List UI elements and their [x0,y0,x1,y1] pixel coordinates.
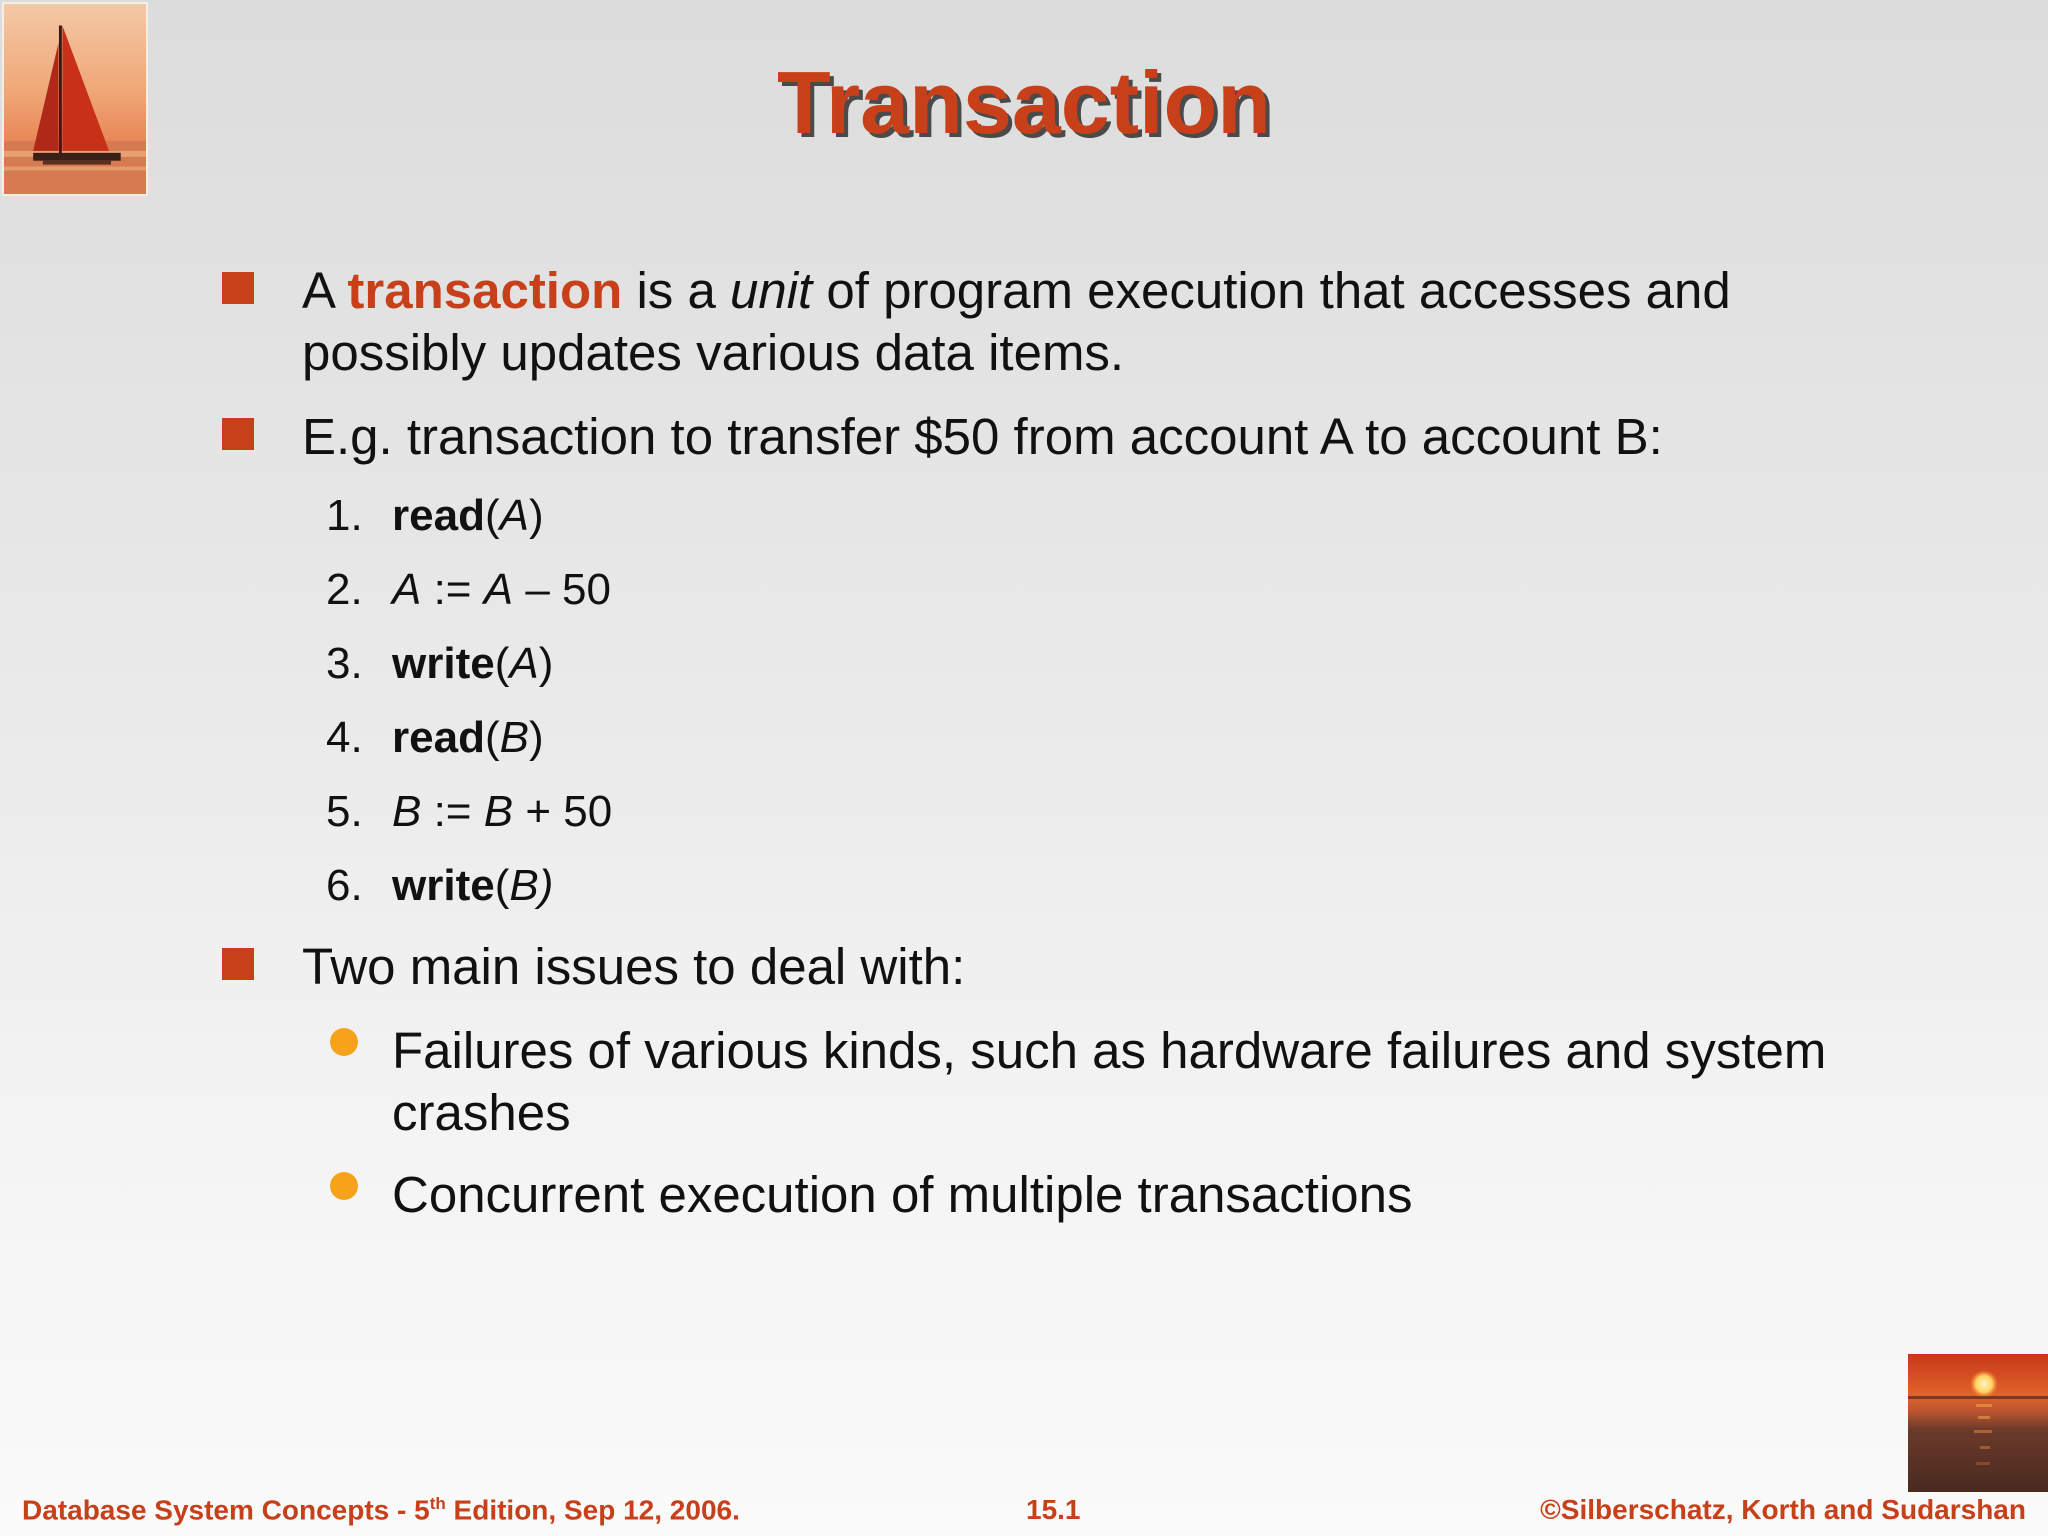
step-paren: ( [494,861,510,910]
square-bullet-icon [222,948,254,980]
bullet-definition [302,260,1862,384]
step-item [326,858,553,914]
term-unit: unit [729,262,813,319]
footer-book-title [22,1494,740,1526]
footer-text: Database System Concepts - 5 [22,1494,430,1526]
step-paren: ) [538,639,554,688]
step-paren: ) [528,713,544,762]
footer-page-number: 15.1 [1026,1494,1081,1525]
step-arg: A [509,639,539,688]
step-var: B [483,787,514,836]
step-rest: – 50 [513,565,611,614]
sub-bullet-failures: Failures of various kinds, such as hardware failures and system crashes [392,1022,1827,1141]
step-var: B [392,787,422,836]
sunset-logo-image [1908,1354,2048,1492]
step-paren: ) [528,491,544,540]
bullet-text: A [302,262,348,319]
step-number: 4. [326,713,363,762]
bullet-example: E.g. transaction to transfer $50 from account A to account B: [302,408,1663,465]
step-number: 2. [326,565,363,614]
step-op: write [392,861,495,910]
step-paren: ( [484,491,500,540]
step-number: 3. [326,639,363,688]
step-arg: B) [509,861,554,910]
step-rest: + 50 [513,787,613,836]
step-var: A [392,565,422,614]
sub-bullet-concurrency: Concurrent execution of multiple transactions [392,1166,1413,1223]
step-paren: ( [484,713,500,762]
square-bullet-icon [222,418,254,450]
bullet-issues: Two main issues to deal with: [302,938,966,995]
step-number: 5. [326,787,363,836]
step-item [326,636,553,692]
bullet-text: is a [622,262,730,319]
step-item [326,488,544,544]
step-op: read [392,491,485,540]
square-bullet-icon [222,272,254,304]
step-assign: := [421,565,484,614]
step-item [326,784,612,840]
bullet-text: of program execution that accesses and possibly updates various data items. [302,262,1731,381]
step-paren: ( [494,639,510,688]
step-op: write [392,639,495,688]
circle-bullet-icon [330,1172,358,1200]
step-assign: := [421,787,484,836]
step-arg: B [499,713,529,762]
footer-text: Edition, Sep 12, 2006. [445,1494,740,1526]
step-op: read [392,713,485,762]
footer-copyright: ©Silberschatz, Korth and Sudarshan [1540,1494,2026,1525]
step-number: 6. [326,861,363,910]
step-number: 1. [326,491,363,540]
step-var: A [483,565,514,614]
step-item [326,562,611,618]
term-transaction: transaction [347,262,623,319]
slide-title: Transaction [777,53,1271,152]
circle-bullet-icon [330,1028,358,1056]
step-arg: A [499,491,529,540]
footer-sup: th [429,1494,446,1513]
step-item [326,710,544,766]
